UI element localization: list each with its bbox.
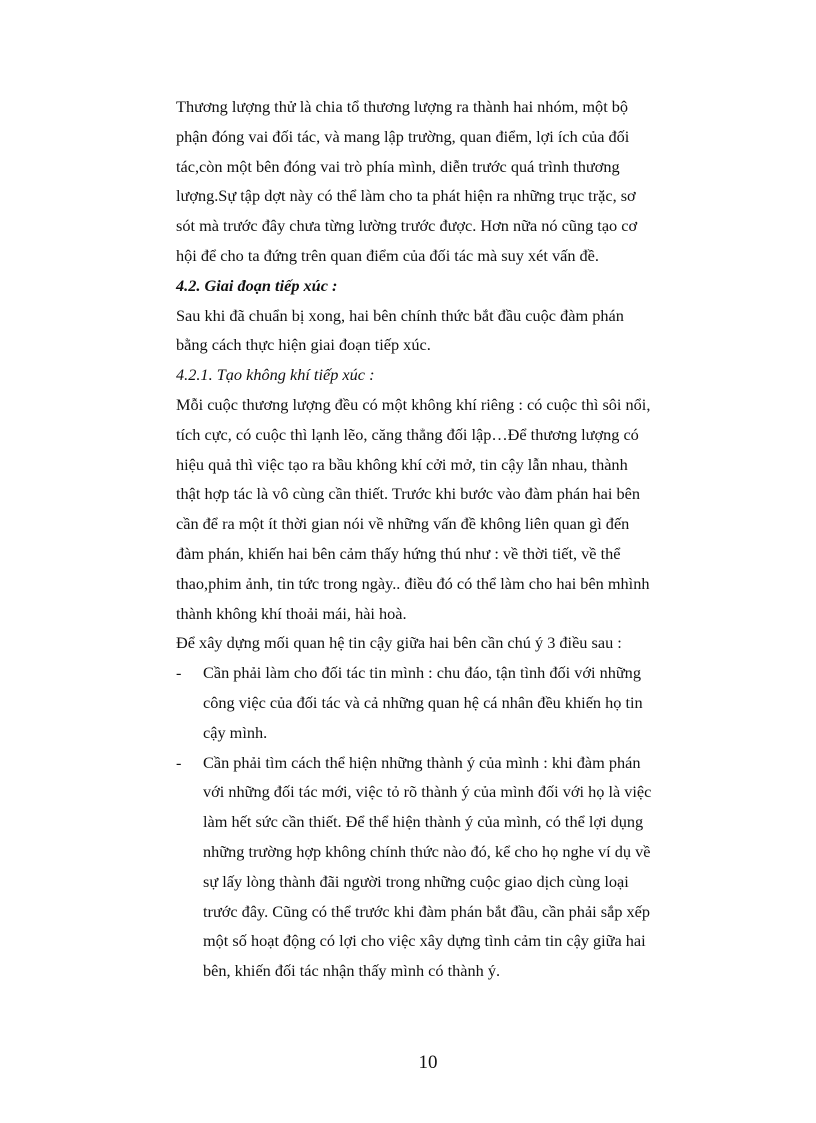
paragraph-trust-intro: Để xây dựng mối quan hệ tin cậy giữa hai bên cần chú ý 3 điều sau :: [176, 633, 622, 653]
text-line: tác,còn một bên đóng vai trò phía mình, diễn trước quá trình thương: [176, 156, 620, 176]
bullet-item-2: [176, 748, 696, 986]
bullet-dash: -: [176, 752, 182, 772]
text-line: Cần phải tìm cách thể hiện những thành ý của mình : khi đàm phán: [203, 752, 641, 772]
text-line: bên, khiến đối tác nhận thấy mình có thành ý.: [203, 961, 501, 981]
page-content: [176, 92, 696, 986]
text-line: một số hoạt động có lợi cho việc xây dựng tình cảm tin cậy giữa hai: [203, 931, 646, 951]
text-line: tích cực, có cuộc thì lạnh lẽo, căng thẳng đối lập…Để thương lượng có: [176, 424, 639, 444]
text-line: đàm phán, khiến hai bên cảm thấy hứng thú như : về thời tiết, về thể: [176, 543, 621, 563]
paragraph-atmosphere: [176, 390, 696, 628]
paragraph-rehearsal: [176, 92, 696, 271]
text-line: lượng.Sự tập dợt này có thể làm cho ta phát hiện ra những trục trặc, sơ: [176, 186, 636, 206]
bullet-item-1: [176, 658, 696, 747]
paragraph-contact-intro: [176, 301, 696, 361]
text-line: những trường hợp không chính thức nào đó, kể cho họ nghe ví dụ về: [203, 841, 651, 861]
text-line: thao,phim ảnh, tin tức trong ngày.. điều đó có thể làm cho hai bên mhình: [176, 573, 650, 593]
text-line: phận đóng vai đối tác, và mang lập trường, quan điểm, lợi ích của đối: [176, 126, 630, 146]
section-heading-4-2: 4.2. Giai đoạn tiếp xúc :: [176, 275, 338, 295]
text-line: trước đây. Cũng có thể trước khi đàm phán bắt đầu, cần phải sắp xếp: [203, 901, 651, 921]
text-line: cậy mình.: [203, 722, 268, 742]
text-line: cần để ra một ít thời gian nói về những vấn đề không liên quan gì đến: [176, 514, 630, 534]
text-line: làm hết sức cần thiết. Để thể hiện thành ý của mình, có thể lợi dụng: [203, 812, 644, 832]
text-line: bằng cách thực hiện giai đoạn tiếp xúc.: [176, 335, 431, 355]
text-line: Sau khi đã chuẩn bị xong, hai bên chính thức bắt đầu cuộc đàm phán: [176, 305, 624, 325]
text-line: thành không khí thoải mái, hài hoà.: [176, 603, 407, 623]
text-line: hội để cho ta đứng trên quan điểm của đối tác mà suy xét vấn đề.: [176, 245, 599, 265]
bullet-dash: -: [176, 663, 182, 683]
text-line: Cần phải làm cho đối tác tin mình : chu đáo, tận tình đối với những: [203, 663, 641, 683]
section-heading-4-2-1: 4.2.1. Tạo không khí tiếp xúc :: [176, 365, 375, 385]
text-line: Mỗi cuộc thương lượng đều có một không khí riêng : có cuộc thì sôi nổi,: [176, 394, 651, 414]
text-line: Thương lượng thử là chia tổ thương lượng ra thành hai nhóm, một bộ: [176, 97, 629, 116]
page-number: 10: [418, 1052, 438, 1073]
text-line: hiệu quả thì việc tạo ra bầu không khí cởi mở, tin cậy lẫn nhau, thành: [176, 454, 628, 474]
text-line: sự lấy lòng thành đãi người trong những cuộc giao dịch cùng loại: [203, 871, 629, 891]
text-line: thật hợp tác là vô cùng cần thiết. Trước khi bước vào đàm phán hai bên: [176, 484, 640, 504]
text-line: với những đối tác mới, việc tỏ rõ thành ý của mình đối với họ là việc: [203, 782, 652, 802]
text-line: sót mà trước đây chưa từng lường trước được. Hơn nữa nó cũng tạo cơ: [176, 216, 638, 236]
text-line: công việc của đối tác và cả những quan hệ cá nhân đều khiến họ tin: [203, 692, 643, 712]
